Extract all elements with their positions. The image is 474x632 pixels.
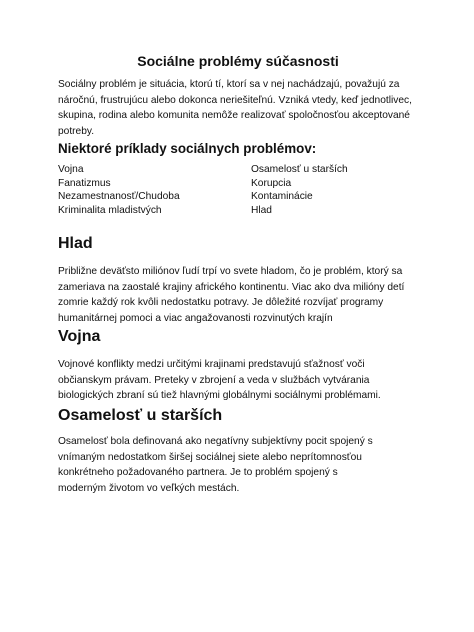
list-item: Kontaminácie xyxy=(251,191,313,202)
section-heading-vojna: Vojna xyxy=(58,328,101,345)
list-item: Nezamestnanosť/Chudoba xyxy=(58,191,180,202)
list-item: Hlad xyxy=(251,204,272,216)
examples-list-left xyxy=(58,163,180,217)
list-item: Osamelosť u starších xyxy=(251,164,348,175)
page-title: Sociálne problémy súčasnosti xyxy=(137,53,339,69)
section-text-vojna: Vojnové konflikty medzi určitými krajinami predstavujú sťažnosť voči občianskym právam. Preteky v zbrojení a veda v službách vytvárania biologických zbraní sú tiež hlavnými globálnymi sociálnymi problémami. xyxy=(58,359,381,401)
section-text-osamelost: Osamelosť bola definovaná ako negatívny subjektívny pocit spojený s vnímaným nedostatkom širšej sociálnej siete alebo neprítomnosťou konkrétneho požadovaného partnera. Je to problém spojený s moderným životom vo veľkých mestách. xyxy=(58,436,373,494)
list-item: Fanatizmus xyxy=(58,177,111,189)
examples-heading: Niektoré príklady sociálnych problémov: xyxy=(58,141,317,156)
examples-list-right xyxy=(251,163,348,217)
section-text-hlad: Približne deväťsto miliónov ľudí trpí vo svete hladom, čo je problém, ktorý sa zameriava na zaostalé krajiny afrického kontinentu. Viac ako dva milióny detí zomrie každý rok kvôli nedostatku potravy. Je dôležité rozvíjať programy humanitárnej pomoci a viac angažovanosti rozvinutých krajín xyxy=(58,266,405,324)
list-item: Vojna xyxy=(58,164,84,175)
intro-paragraph: Sociálny problém je situácia, ktorú tí, ktorí sa v nej nachádzajú, považujú za náročnú, frustrujúcu alebo dokonca neriešiteľnú. Vzniká vtedy, keď jednotlivec, skupina, rodina alebo komunita nemôže realizovať spoločnosťou akceptované potreby. xyxy=(58,79,412,137)
section-heading-osamelost: Osamelosť u starších xyxy=(58,407,223,424)
list-item: Kriminalita mladistvých xyxy=(58,204,162,216)
section-heading-hlad: Hlad xyxy=(58,235,93,252)
list-item: Korupcia xyxy=(251,177,292,189)
